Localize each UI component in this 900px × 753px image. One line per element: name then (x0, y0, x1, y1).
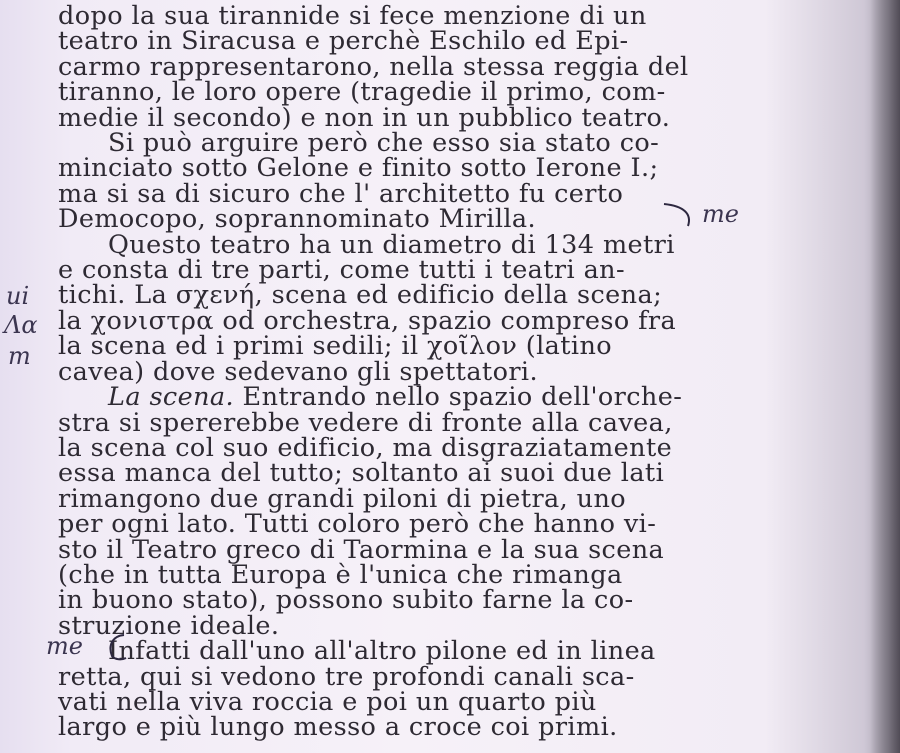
italic-heading: La scena. (108, 382, 235, 413)
text-line: La scena. Entrando nello spazio dell'orche- (108, 382, 683, 413)
text-line: per ogni lato. Tutti coloro però che hanno vi- (58, 509, 657, 540)
handwritten-margin-note-1: ui (6, 282, 30, 310)
text-line: la scena col suo edificio, ma disgraziatamente (58, 432, 673, 463)
text-line: largo e più lungo messo a croce coi primi. (58, 712, 618, 743)
text-line: in buono stato), possono subito farne la co- (58, 585, 634, 616)
pen-bracket-mark (660, 200, 700, 230)
paragraph (58, 1, 870, 133)
paragraph (58, 229, 870, 387)
page-body-text (58, 1, 870, 743)
handwritten-margin-note-3: m (8, 342, 31, 370)
text-line: Si può arguire però che esso sia stato co- (108, 128, 660, 159)
text-line: Democopo, soprannominato Mirilla. (58, 204, 537, 235)
text-line: Questo teatro ha un diametro di 134 metri (108, 229, 675, 260)
text-line: minciato sotto Gelone e finito sotto Ierone I.; (58, 153, 659, 184)
paragraph (58, 382, 870, 641)
text-line: sto il Teatro greco di Taormina e la sua scena (58, 534, 665, 565)
paragraph (58, 636, 870, 743)
text-line: la χονιστρα od orchestra, spazio compreso fra (58, 305, 677, 336)
text-line: Infatti dall'uno all'altro pilone ed in linea (108, 636, 656, 667)
text-line: stra si spererebbe vedere di fronte alla cavea, (58, 407, 673, 438)
handwritten-note-before-infatti: me (46, 632, 83, 660)
text-line: retta, qui si vedono tre profondi canali sca- (58, 661, 635, 692)
pen-circle-mark (106, 632, 130, 662)
handwritten-margin-note-2: Λα (4, 311, 38, 339)
text-line: la scena ed i primi sedili; il χοῖλον (latino (58, 331, 613, 362)
text-line: struzione ideale. (58, 610, 280, 641)
book-spine-shadow (870, 0, 900, 753)
handwritten-note-after-mirilla: me (702, 200, 739, 228)
text-line: medie il secondo) e non in un pubblico teatro. (58, 102, 671, 133)
text-line: vati nella viva roccia e poi un quarto più (58, 686, 597, 717)
paragraph (58, 128, 870, 235)
text-line: dopo la sua tirannide si fece menzione di un (58, 1, 647, 31)
text-line: cavea) dove sedevano gli spettatori. (58, 356, 538, 387)
text-line: e consta di tre parti, come tutti i teatri an- (58, 255, 626, 286)
text-line: essa manca del tutto; soltanto ai suoi due lati (58, 458, 665, 489)
text-line: teatro in Siracusa e perchè Eschilo ed Epi- (58, 26, 629, 57)
text-line: ma si sa di sicuro che l' architetto fu certo (58, 178, 624, 209)
text-line: carmo rappresentarono, nella stessa reggia del (58, 51, 689, 82)
text-line: tichi. La σχενή, scena ed edificio della scena; (58, 280, 663, 311)
text-line: (che in tutta Europa è l'unica che rimanga (58, 559, 623, 590)
text-line: tiranno, le loro opere (tragedie il primo, com- (58, 77, 666, 108)
text-line: rimangono due grandi piloni di pietra, uno (58, 483, 627, 514)
